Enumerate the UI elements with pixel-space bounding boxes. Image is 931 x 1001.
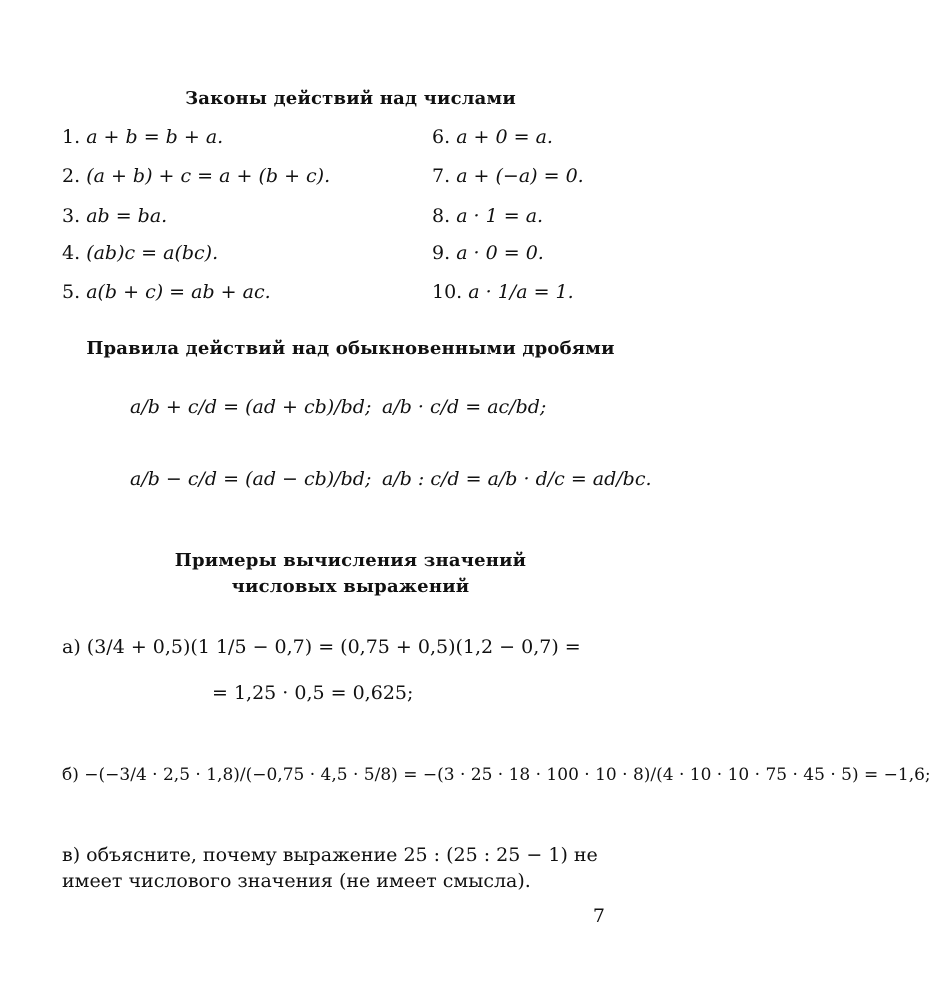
law-10-expression: a · 1/a = 1. [468, 281, 574, 303]
law-6-expression: a + 0 = a. [456, 126, 553, 148]
example-a-expression: (3/4 + 0,5)(1 1/5 − 0,7) = (0,75 + 0,5)(1,2 − 0,7) = [86, 636, 581, 658]
law-8 [432, 205, 543, 227]
law-4-expression: (ab)c = a(bc). [86, 242, 219, 264]
fraction-rule-subtraction: a/b − c/d = (ad − cb)/bd; [130, 468, 372, 490]
examples-heading-line2: числовых выражений [231, 576, 470, 597]
law-1-number: 1. [62, 126, 81, 148]
law-8-expression: a · 1 = a. [456, 205, 544, 227]
law-3-number: 3. [62, 205, 81, 227]
law-2-expression: (a + b) + c = a + (b + c). [86, 165, 331, 187]
laws-heading: Законы действий над числами [185, 88, 516, 109]
example-b [62, 765, 931, 785]
law-2-number: 2. [62, 165, 81, 187]
law-5 [62, 281, 271, 303]
example-c-line2: имеет числового значения (не имеет смысла). [62, 870, 531, 892]
example-c-line1: в) объясните, почему выражение 25 : (25 : 25 − 1) не [62, 844, 598, 866]
example-a-line2: = 1,25 · 0,5 = 0,625; [212, 682, 414, 704]
law-3-expression: ab = ba. [86, 205, 168, 227]
law-3 [62, 205, 167, 227]
examples-heading-line1: Примеры вычисления значений [174, 550, 527, 571]
fraction-rule-multiplication: a/b · c/d = ac/bd; [382, 396, 547, 418]
law-6 [432, 126, 553, 148]
law-8-number: 8. [432, 205, 451, 227]
law-4 [62, 242, 218, 264]
law-9-expression: a · 0 = 0. [456, 242, 544, 264]
law-7-number: 7. [432, 165, 451, 187]
law-10 [432, 281, 574, 303]
fraction-rule-addition: a/b + c/d = (ad + cb)/bd; [130, 396, 372, 418]
law-5-number: 5. [62, 281, 81, 303]
law-9-number: 9. [432, 242, 451, 264]
example-a-line1 [62, 636, 581, 658]
law-7 [432, 165, 584, 187]
law-10-number: 10. [432, 281, 463, 303]
example-a-label: а) [62, 636, 81, 658]
law-1 [62, 126, 223, 148]
law-2 [62, 165, 330, 187]
law-5-expression: a(b + c) = ab + ac. [86, 281, 271, 303]
fractions-heading: Правила действий над обыкновенными дробями [86, 338, 615, 359]
law-6-number: 6. [432, 126, 451, 148]
law-4-number: 4. [62, 242, 81, 264]
example-b-expression: −(−3/4 · 2,5 · 1,8)/(−0,75 · 4,5 · 5/8) = −(3 · 25 · 18 · 100 · 10 · 8)/(4 · 10 · 10 · 75 · 45 · 5) = −1,6; [84, 765, 931, 785]
page-number: 7 [592, 905, 605, 927]
example-b-label: б) [62, 765, 79, 785]
fraction-rule-division: a/b : c/d = a/b · d/c = ad/bc. [382, 468, 652, 490]
law-7-expression: a + (−a) = 0. [456, 165, 584, 187]
law-9 [432, 242, 544, 264]
law-1-expression: a + b = b + a. [86, 126, 224, 148]
